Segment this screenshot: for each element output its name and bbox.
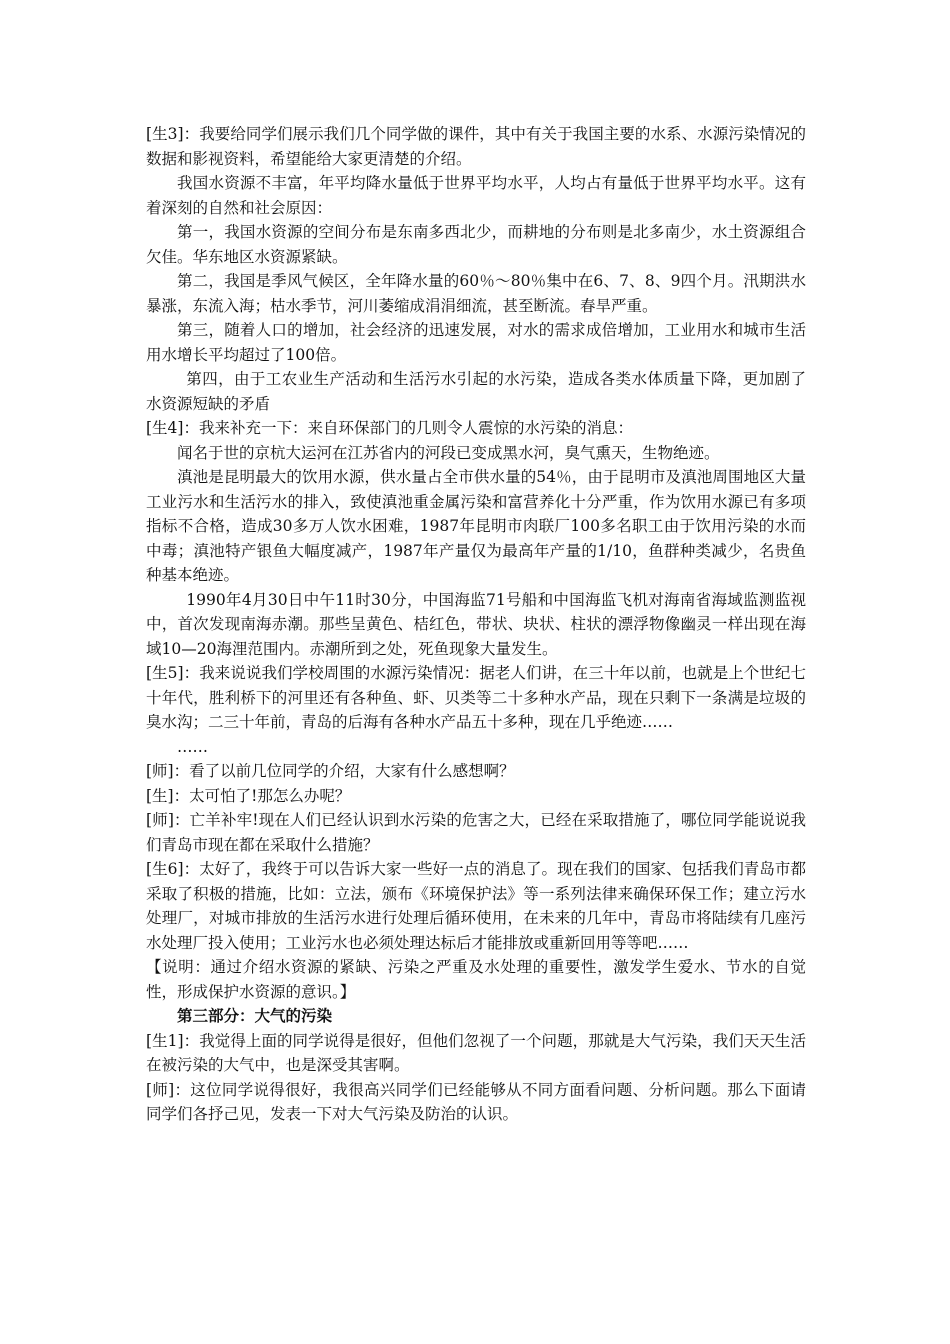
paragraph-reason-fourth: 第四，由于工农业生产活动和生活污水引起的水污染，造成各类水体质量下降，更加剧了水资源短缺的矛盾 [146, 370, 806, 413]
paragraph-student1-air: [生1]：我觉得上面的同学说得是很好，但他们忽视了一个问题，那就是大气污染，我们天天生活在被污染的大气中，也是深受其害啊。 [146, 1031, 806, 1074]
paragraph-teacher-measures: [师]：亡羊补牢!现在人们已经认识到水污染的危害之大，已经在采取措施了，哪位同学能说说我们青岛市现在都在采取什么措施？ [146, 811, 806, 854]
paragraph-student5: [生5]：我来说说我们学校周围的水源污染情况：据老人们讲，在三十年以前，也就是上个世纪七十年代，胜利桥下的河里还有各种鱼、虾、贝类等二十多种水产品，现在只剩下一条满是垃圾的臭水沟；二三十年前，青岛的后海有各种水产品五十多种，现在几乎绝迹…… [146, 664, 806, 731]
section-heading-air-pollution: 第三部分：大气的污染 [177, 1006, 333, 1025]
paragraph-dianchi: 滇池是昆明最大的饮用水源，供水量占全市供水量的54％，由于昆明市及滇池周围地区大量工业污水和生活污水的排入，致使滇池重金属污染和富营养化十分严重，作为饮用水源已有多项指标不合格，造成30多万人饮水困难，1987年昆明市肉联厂100多名职工由于饮用污染的水而中毒；滇池特产银鱼大幅度减产，1987年产量仅为最高年产量的1/10，鱼群种类减少，名贵鱼种基本绝迹。 [146, 468, 806, 584]
paragraph-explanation-note: 【说明：通过介绍水资源的紧缺、污染之严重及水处理的重要性，激发学生爱水、节水的自觉性，形成保护水资源的意识。】 [146, 958, 806, 1001]
paragraph-reason-third: 第三，随着人口的增加，社会经济的迅速发展，对水的需求成倍增加，工业用水和城市生活用水增长平均超过了100倍。 [146, 321, 806, 364]
paragraph-grand-canal: 闻名于世的京杭大运河在江苏省内的河段已变成黑水河，臭气熏天，生物绝迹。 [177, 443, 720, 462]
document-page [146, 122, 806, 1127]
paragraph-student4: [生4]：我来补充一下：来自环保部门的几则令人震惊的水污染的消息： [146, 419, 633, 437]
paragraph-teacher-question: [师]：看了以前几位同学的介绍，大家有什么感想啊？ [146, 762, 515, 780]
paragraph-ellipsis: …… [177, 737, 208, 756]
paragraph-student-reply: [生]：太可怕了!那怎么办呢？ [146, 786, 351, 805]
paragraph-water-resources-intro: 我国水资源不丰富，年平均降水量低于世界平均水平，人均占有量低于世界平均水平。这有着深刻的自然和社会原因： [146, 174, 806, 217]
paragraph-red-tide: 1990年4月30日中午11时30分，中国海监71号船和中国海监飞机对海南省海域监测监视中，首次发现南海赤潮。那些呈黄色、桔红色，带状、块状、柱状的漂浮物像幽灵一样出现在海域10—20海浬范围内。赤潮所到之处，死鱼现象大量发生。 [146, 590, 806, 658]
paragraph-reason-first: 第一，我国水资源的空间分布是东南多西北少，而耕地的分布则是北多南少，水土资源组合欠佳。华东地区水资源紧缺。 [146, 223, 806, 266]
paragraph-student3: [生3]：我要给同学们展示我们几个同学做的课件，其中有关于我国主要的水系、水源污染情况的数据和影视资料，希望能给大家更清楚的介绍。 [146, 125, 806, 168]
paragraph-reason-second: 第二，我国是季风气候区，全年降水量的60％～80％集中在6、7、8、9四个月。汛期洪水暴涨，东流入海；枯水季节，河川萎缩成涓涓细流，甚至断流。春旱严重。 [146, 272, 806, 315]
paragraph-teacher-air: [师]：这位同学说得很好，我很高兴同学们已经能够从不同方面看问题、分析问题。那么下面请同学们各抒己见，发表一下对大气污染及防治的认识。 [146, 1080, 806, 1123]
paragraph-student6: [生6]：太好了，我终于可以告诉大家一些好一点的消息了。现在我们的国家、包括我们青岛市都采取了积极的措施，比如：立法，颁布《环境保护法》等一系列法律来确保环保工作；建立污水处理厂，对城市排放的生活污水进行处理后循环使用，在未来的几年中，青岛市将陆续有几座污水处理厂投入使用；工业污水也必须处理达标后才能排放或重新回用等等吧…… [146, 860, 806, 952]
